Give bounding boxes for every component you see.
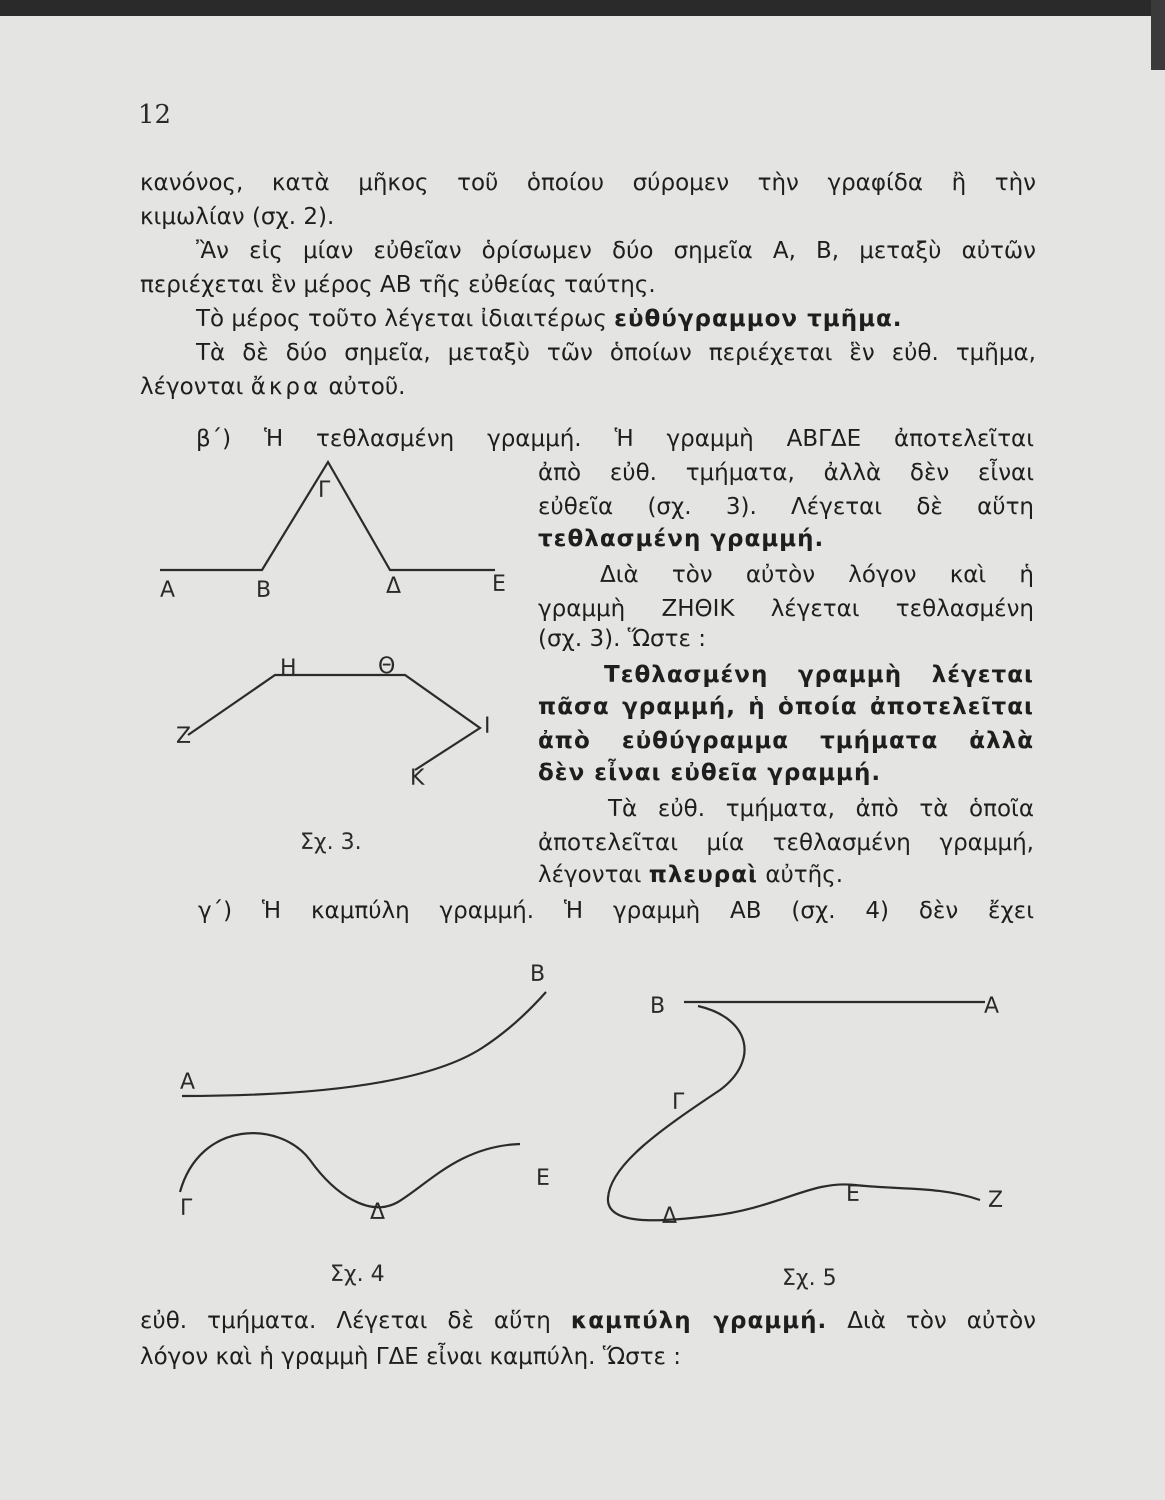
section-b-para-2-line-1: Διὰ τὸν αὐτὸν λόγον καὶ ἡ (600, 562, 1034, 588)
section-b-para-3-line-1: Τὰ εὐθ. τμήματα, ἀπὸ τὰ ὁποῖα (608, 796, 1034, 822)
term-straight-segment: εὐθύγραμμον τμῆμα. (614, 306, 903, 332)
section-c-heading: γ΄) Ἡ καμπύλη γραμμή. Ἡ γραμμὴ ΑΒ (σχ. 4) δὲν ἔχει (198, 898, 1034, 924)
fig4-label-e: Ε (536, 1166, 550, 1191)
curve-ab (182, 992, 546, 1096)
term-broken-line: τεθλασμένη γραμμή. (538, 526, 825, 552)
paragraph-4-line-2-start: λέγονται (140, 374, 244, 400)
fig4-label-b: Β (530, 962, 546, 987)
paragraph-4-line-1: Τὰ δὲ δύο σημεῖα, μεταξὺ τῶν ὁποίων περιέχεται ἓν εὐθ. τμῆμα, (196, 340, 1036, 366)
closing-line-1-end: Διὰ τὸν αὐτὸν (847, 1308, 1037, 1334)
definition-line-2: πᾶσα γραμμή, ἡ ὁποία ἀποτελεῖται (538, 694, 1034, 720)
fig4-caption: Σχ. 4 (330, 1262, 385, 1287)
scan-top-border (0, 0, 1165, 16)
figure-4 (170, 970, 570, 1230)
fig5-curve-bgdez (608, 1006, 980, 1220)
figure-5 (600, 990, 1020, 1240)
paragraph-1-line-1: κανόνος, κατὰ μῆκος τοῦ ὁποίου σύρομεν τὴν γραφίδα ἢ τὴν (140, 170, 1036, 196)
paragraph-1-line-2: κιμωλίαν (σχ. 2). (140, 204, 335, 230)
closing-line-1-start: εὐθ. τμήματα. Λέγεται δὲ αὕτη (140, 1308, 551, 1334)
definition-line-4: δὲν εἶναι εὐθεῖα γραμμή. (538, 760, 882, 786)
paragraph-4-line-2 (140, 372, 406, 402)
fig3-label-d: Δ (386, 574, 402, 599)
fig3-label-th: Θ (378, 654, 396, 679)
closing-line-2: λόγον καὶ ἡ γραμμὴ ΓΔΕ εἶναι καμπύλη. Ὥστε : (140, 1344, 682, 1370)
fig4-label-g: Γ (180, 1196, 193, 1221)
fig5-label-d: Δ (662, 1204, 678, 1229)
definition-line-1: Τεθλασμένη γραμμὴ λέγεται (604, 662, 1034, 688)
term-sides: πλευραὶ (648, 862, 758, 888)
section-b-para-2-line-3: (σχ. 3). Ὥστε : (538, 626, 706, 652)
scan-corner-shadow (1151, 0, 1165, 70)
para-3-end-end: αὐτῆς. (765, 862, 844, 888)
para-3-end-start: λέγονται (538, 862, 642, 888)
section-b-para-2-line-2: γραμμὴ ΖΗΘΙΚ λέγεται τεθλασμένη (538, 596, 1034, 622)
paragraph-3-text: Τὸ μέρος τοῦτο λέγεται ἰδιαιτέρως (196, 306, 607, 332)
paragraph-3 (196, 304, 903, 334)
term-endpoints: ἄκρα (250, 374, 322, 400)
fig5-label-g: Γ (672, 1090, 685, 1115)
paragraph-2-line-1: Ἂν εἰς μίαν εὐθεῖαν ὁρίσωμεν δύο σημεῖα Α, Β, μεταξὺ αὐτῶν (196, 238, 1036, 264)
page-number: 12 (138, 100, 172, 130)
figure-3 (150, 450, 530, 850)
definition-line-3: ἀπὸ εὐθύγραμμα τμήματα ἀλλὰ (538, 728, 1034, 754)
paragraph-4-line-2-end: αὐτοῦ. (328, 374, 406, 400)
fig3-label-i: Ι (484, 714, 491, 739)
fig5-label-e: Ε (846, 1182, 860, 1207)
fig4-label-d: Δ (370, 1200, 386, 1225)
term-curved-line: καμπύλη γραμμή. (570, 1308, 828, 1334)
section-b-para-3-line-3 (538, 860, 843, 890)
closing-line-1 (140, 1306, 1036, 1336)
fig4-label-a: Α (180, 1070, 196, 1095)
fig5-label-b: Β (650, 994, 666, 1019)
section-b-para-3-line-2: ἀποτελεῖται μία τεθλασμένη γραμμή, (538, 830, 1034, 856)
fig5-label-a: Α (984, 994, 1000, 1019)
fig3-label-a: Α (160, 578, 176, 603)
fig3-label-h: Η (280, 656, 297, 681)
paragraph-2-line-2: περιέχεται ἓν μέρος ΑΒ τῆς εὐθείας ταύτης. (140, 272, 656, 298)
fig5-caption: Σχ. 5 (782, 1266, 837, 1291)
section-b-col-line-1: ἀπὸ εὐθ. τμήματα, ἀλλὰ δὲν εἶναι (538, 460, 1034, 486)
fig3-caption: Σχ. 3. (300, 830, 362, 855)
section-b-term-line (538, 524, 824, 554)
fig3-label-z: Ζ (176, 724, 192, 749)
fig3-label-g: Γ (318, 478, 331, 503)
fig3-label-e: Ε (492, 572, 506, 597)
section-b-col-line-2: εὐθεῖα (σχ. 3). Λέγεται δὲ αὕτη (538, 494, 1034, 520)
fig3-label-b: Β (256, 578, 272, 603)
curve-gde (180, 1133, 520, 1207)
fig5-label-z: Ζ (988, 1188, 1004, 1213)
section-b-heading: β΄) Ἡ τεθλασμένη γραμμή. Ἡ γραμμὴ ΑΒΓΔΕ ἀποτελεῖται (196, 426, 1034, 452)
broken-line-zhthik (188, 675, 480, 770)
fig3-label-k: Κ (410, 766, 425, 791)
